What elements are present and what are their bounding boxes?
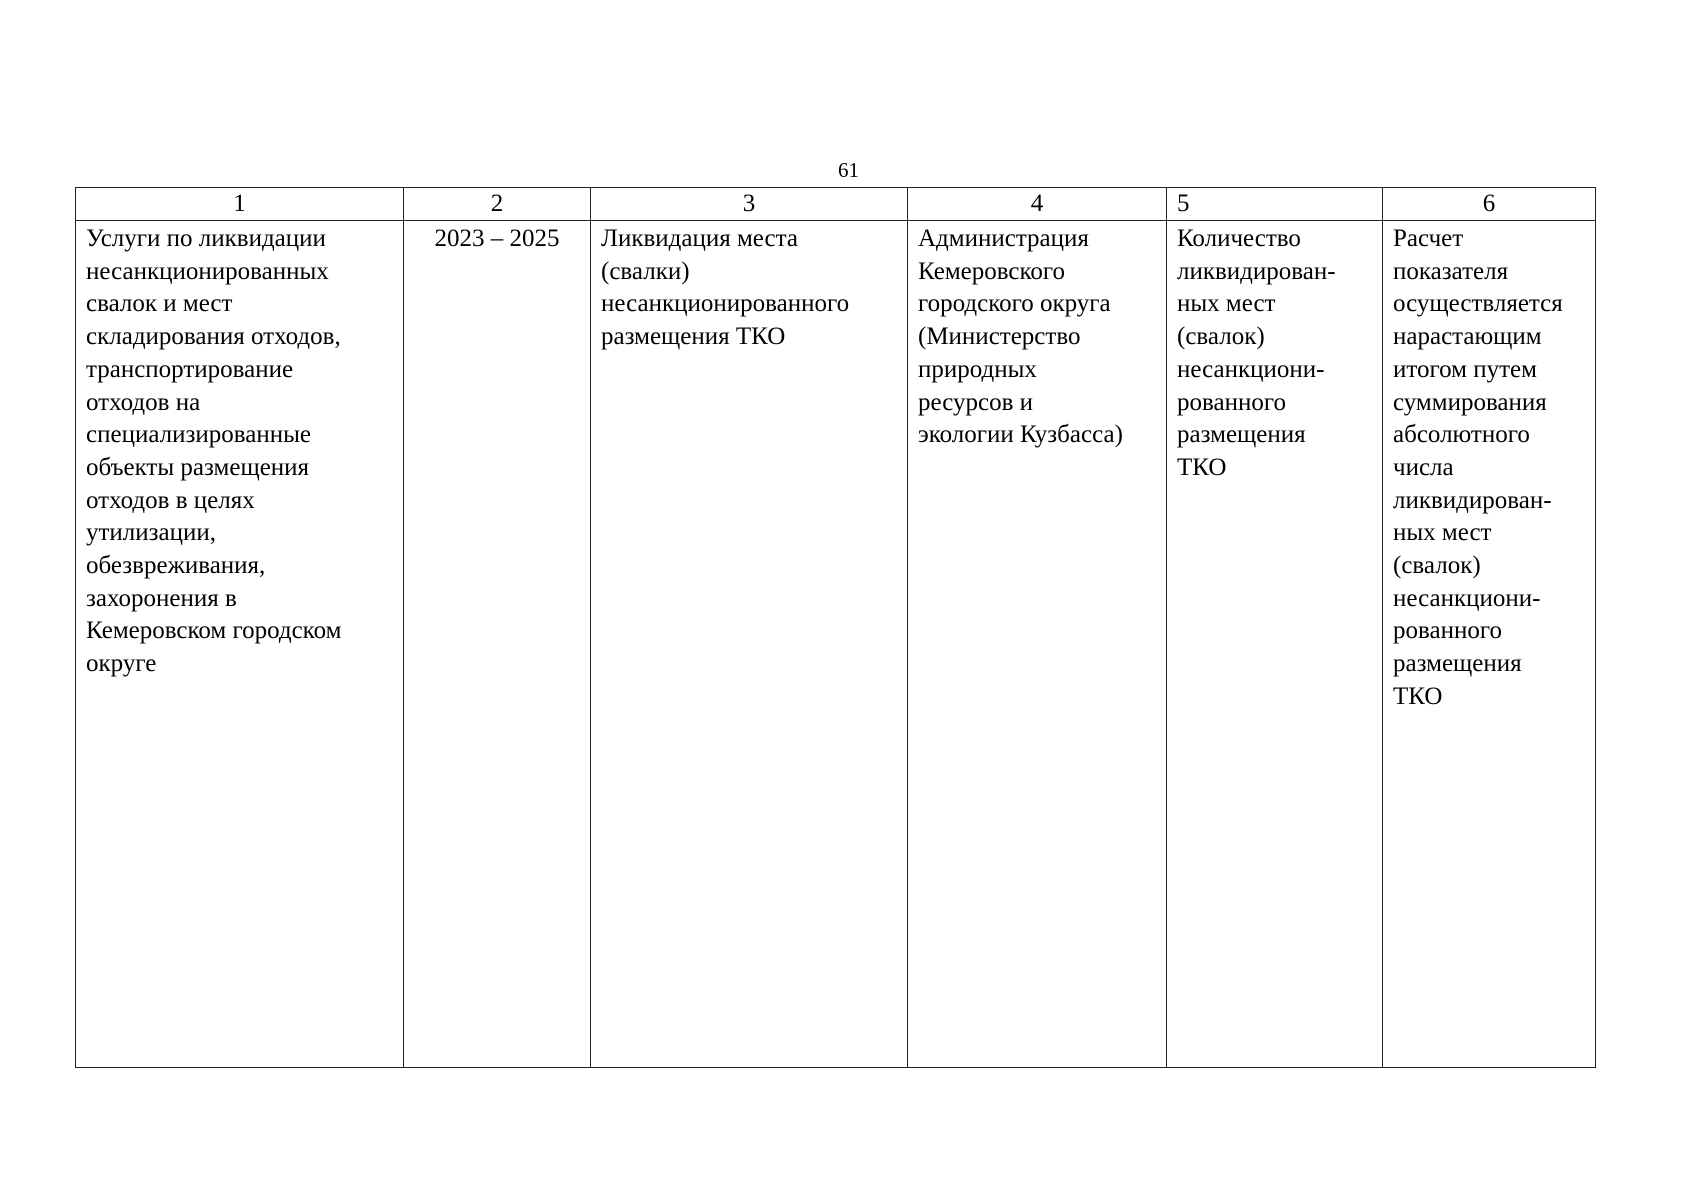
cell-text-line: Администрация: [918, 225, 1089, 252]
column-number-4: 4: [908, 188, 1167, 221]
cell-text-line: несанкциони-: [1393, 584, 1541, 612]
cell-text-line: размещения ТКО: [601, 323, 786, 351]
cell-text-line: ТКО: [1177, 453, 1227, 481]
cell-text-line: округе: [86, 650, 157, 678]
cell-text-line: несанкционированных: [86, 257, 329, 285]
cell-text-line: итогом путем: [1393, 355, 1537, 383]
cell-text-line: нарастающим: [1393, 323, 1542, 351]
cell-text-line: (Министерство: [918, 323, 1081, 351]
cell-text-line: показателя: [1393, 257, 1509, 285]
indicator-table: [75, 187, 1596, 1068]
cell-text-line: отходов на: [86, 388, 201, 416]
cell-text-line: ТКО: [1393, 682, 1443, 710]
cell-text-line: рованного: [1177, 388, 1286, 416]
cell-text-line: складирования отходов,: [86, 323, 341, 351]
cell-text-line: (свалок): [1393, 552, 1481, 580]
cell-text-line: несанкциони-: [1177, 355, 1325, 383]
column-number-6: 6: [1383, 188, 1596, 221]
cell-text-line: отходов в целях: [86, 486, 255, 514]
cell-text-line: Кемеровском городском: [86, 617, 342, 645]
cell-text-line: специализированные: [86, 421, 311, 449]
cell-text-line: размещения: [1177, 421, 1306, 449]
cell-text-line: (свалок): [1177, 323, 1265, 351]
page-number: 61: [838, 158, 859, 182]
cell-text-line: (свалки): [601, 257, 690, 285]
cell-text-line: абсолютного: [1393, 421, 1530, 449]
indicator-cell: [1167, 221, 1383, 1068]
cell-text-line: захоронения в: [86, 584, 237, 612]
cell-text-line: Кемеровского: [918, 257, 1065, 285]
cell-text-line: ликвидирован-: [1393, 486, 1552, 514]
column-number-2: 2: [404, 188, 591, 221]
cell-text-line: ных мест: [1393, 519, 1492, 547]
cell-text-line: ных мест: [1177, 290, 1276, 318]
cell-text-line: осуществляется: [1393, 290, 1563, 318]
cell-text-line: 2023 – 2025: [434, 225, 560, 252]
cell-text-line: числа: [1393, 453, 1454, 481]
column-number-row: [76, 188, 1596, 221]
column-number-1: 1: [76, 188, 404, 221]
event-cell: [591, 221, 908, 1068]
cell-text-line: транспортирование: [86, 355, 294, 383]
cell-text-line: несанкционированного: [601, 290, 850, 318]
cell-text-line: утилизации,: [86, 519, 217, 547]
cell-text-line: Ликвидация места: [601, 225, 798, 252]
period-cell: [404, 221, 591, 1068]
cell-text-line: суммирования: [1393, 388, 1547, 416]
cell-text-line: обезвреживания,: [86, 552, 266, 580]
column-number-3: 3: [591, 188, 908, 221]
service-name-cell: [76, 221, 404, 1068]
cell-text-line: экологии Кузбасса): [918, 421, 1123, 449]
cell-text-line: рованного: [1393, 617, 1502, 645]
cell-text-line: городского округа: [918, 290, 1111, 318]
cell-text-line: ресурсов и: [918, 388, 1034, 416]
cell-text-line: природных: [918, 355, 1037, 383]
column-number-5: 5: [1167, 188, 1383, 221]
cell-text-line: Количество: [1177, 225, 1301, 252]
responsible-cell: [908, 221, 1167, 1068]
calculation-cell: [1383, 221, 1596, 1068]
cell-text-line: объекты размещения: [86, 453, 310, 481]
cell-text-line: Услуги по ликвидации: [86, 225, 326, 252]
cell-text-line: свалок и мест: [86, 290, 233, 318]
table-row: [76, 221, 1596, 1068]
cell-text-line: ликвидирован-: [1177, 257, 1336, 285]
cell-text-line: Расчет: [1393, 225, 1464, 252]
cell-text-line: размещения: [1393, 650, 1522, 678]
